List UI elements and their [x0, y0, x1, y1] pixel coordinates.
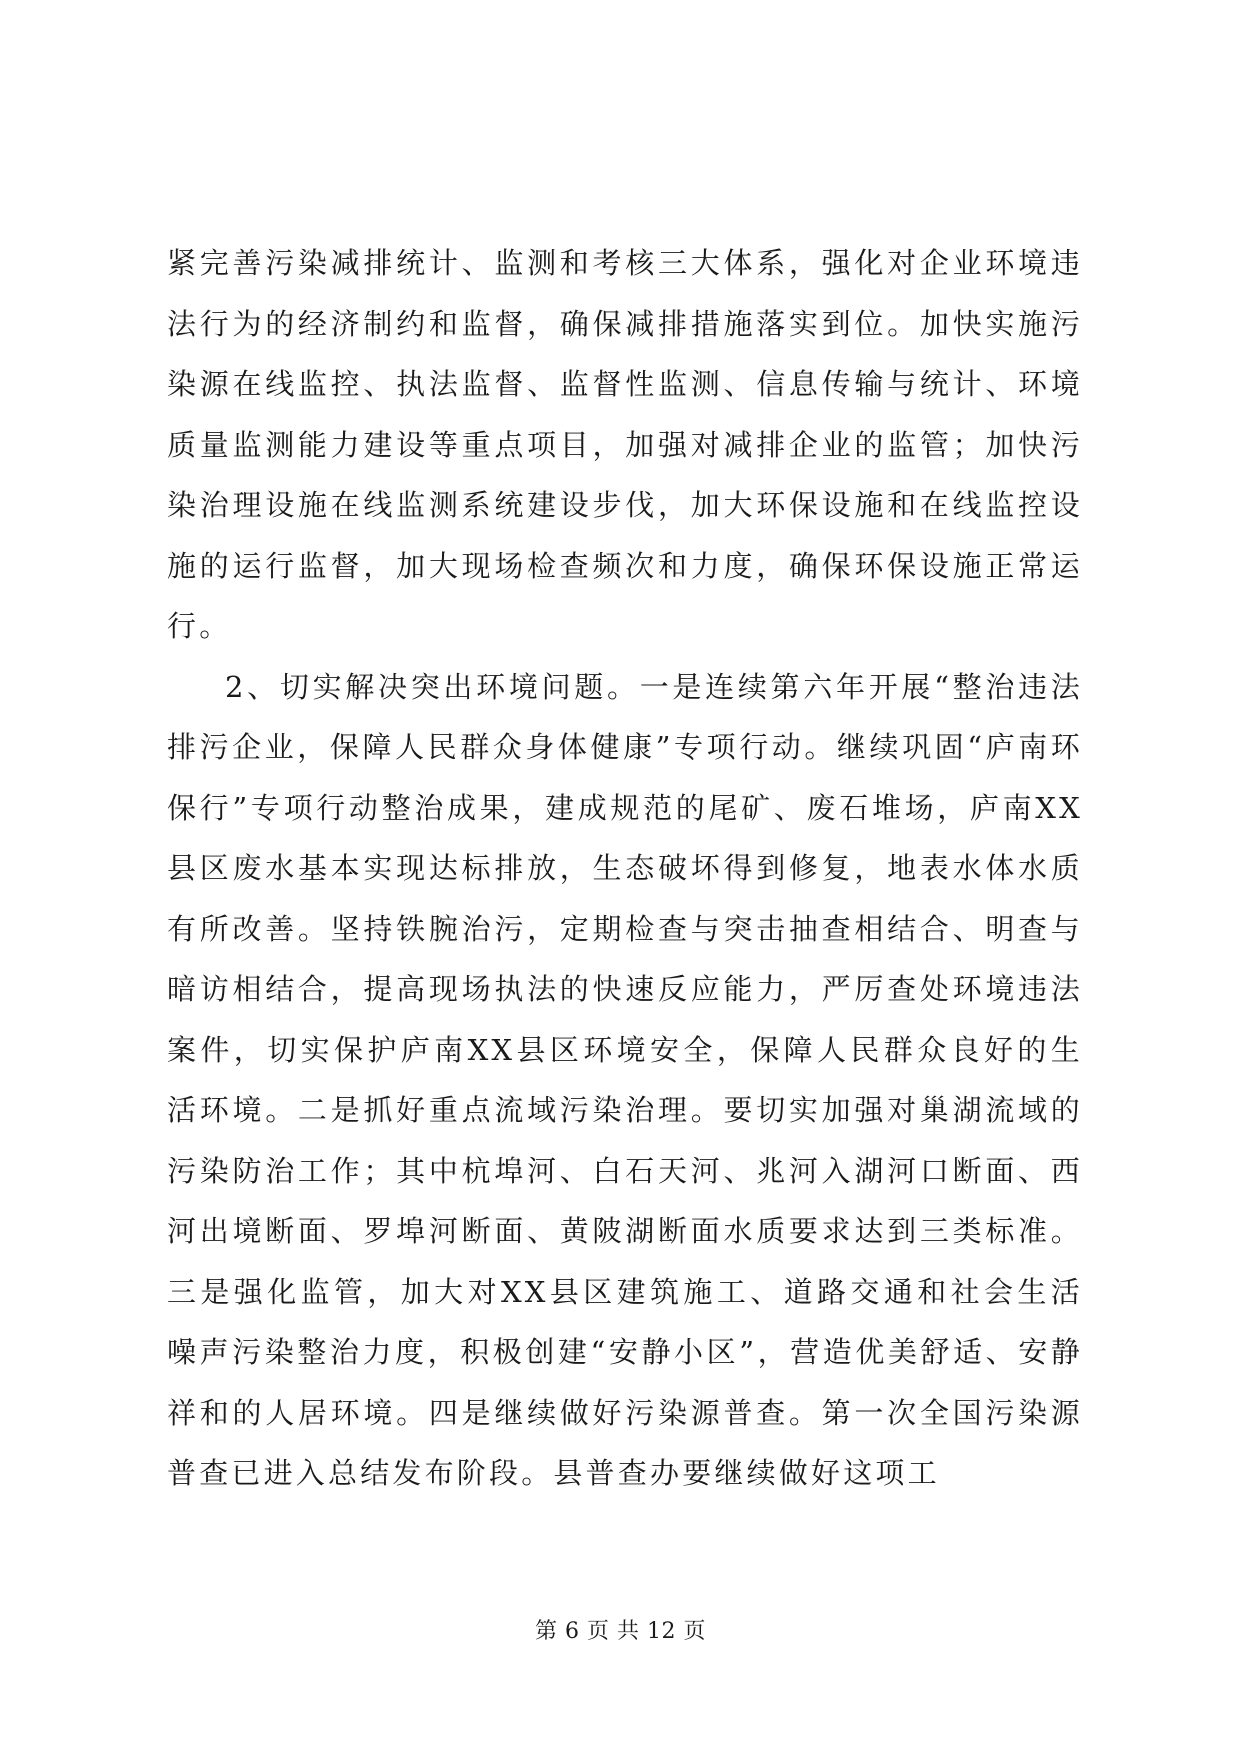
body-text	[167, 233, 1083, 1504]
paragraph-continued: 紧完善污染减排统计、监测和考核三大体系，强化对企业环境违法行为的经济制约和监督，确保减排措施落实到位。加快实施污染源在线监控、执法监督、监督性监测、信息传输与统计、环境质量监测能力建设等重点项目，加强对减排企业的监管；加快污染治理设施在线监测系统建设步伐，加大环保设施和在线监控设施的运行监督，加大现场检查频次和力度，确保环保设施正常运行。	[167, 246, 1083, 643]
page-footer: 第 6 页 共 12 页	[535, 1619, 706, 1644]
paragraph-item-2: 2、切实解决突出环境问题。一是连续第六年开展“整治违法排污企业，保障人民群众身体健康”专项行动。继续巩固“庐南环保行”专项行动整治成果，建成规范的尾矿、废石堆场，庐南XX县区废水基本实现达标排放，生态破坏得到修复，地表水体水质有所改善。坚持铁腕治污，定期检查与突击抽查相结合、明查与暗访相结合，提高现场执法的快速反应能力，严厉查处环境违法案件，切实保护庐南XX县区环境安全，保障人民群众良好的生活环境。二是抓好重点流域污染治理。要切实加强对巢湖流域的污染防治工作；其中杭埠河、白石天河、兆河入湖河口断面、西河出境断面、罗埠河断面、黄陂湖断面水质要求达到三类标准。三是强化监管，加大对XX县区建筑施工、道路交通和社会生活噪声污染整治力度，积极创建“安静小区”，营造优美舒适、安静祥和的人居环境。四是继续做好污染源普查。第一次全国污染源普查已进入总结发布阶段。县普查办要继续做好这项工	[167, 669, 1083, 1490]
